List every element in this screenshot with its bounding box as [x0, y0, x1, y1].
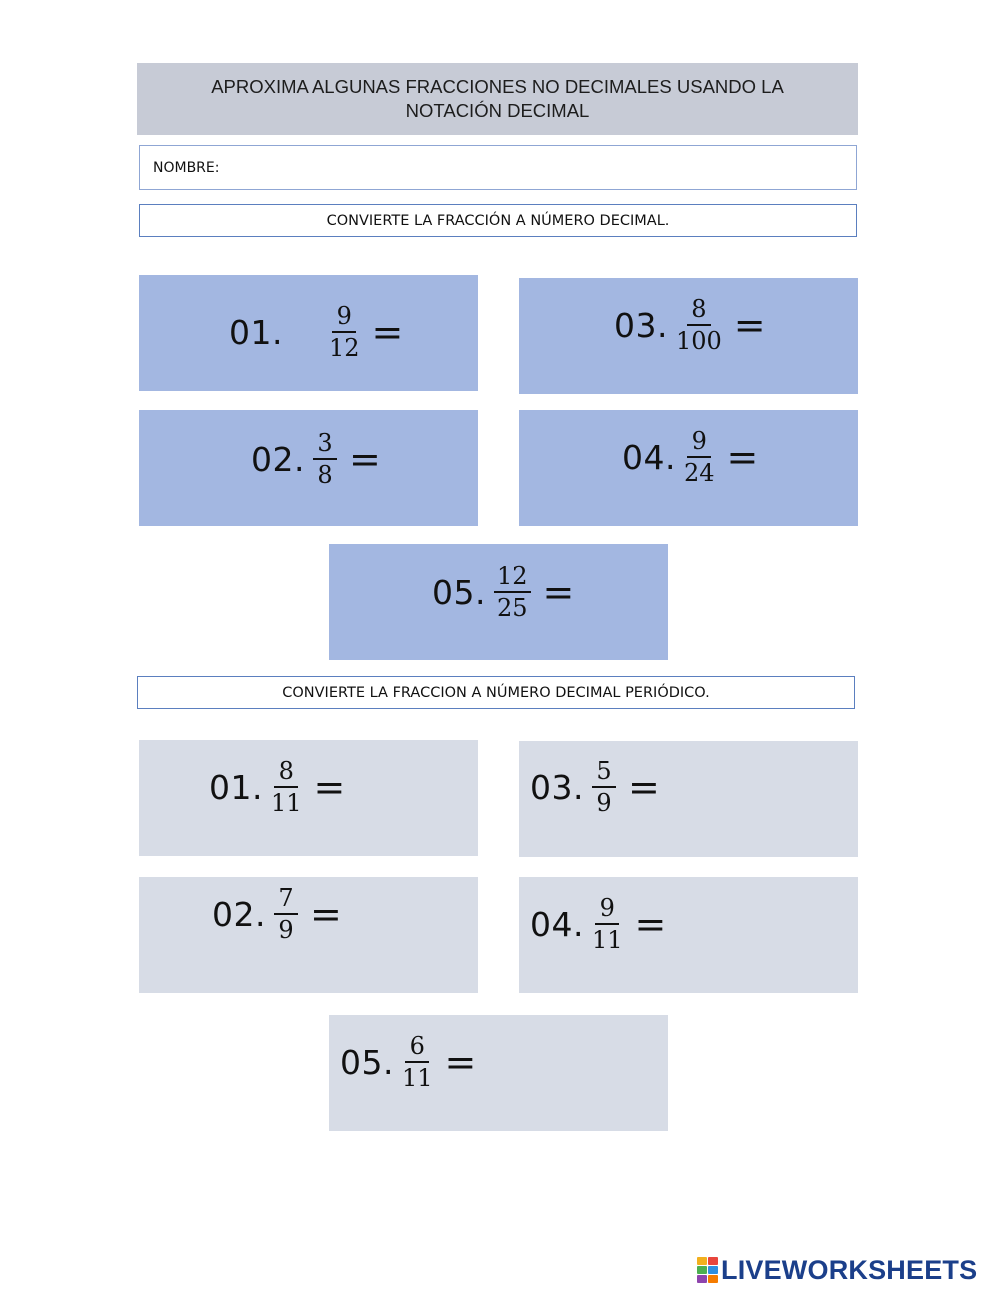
section1-instruction: CONVIERTE LA FRACCIÓN A NÚMERO DECIMAL.: [326, 212, 670, 229]
fraction-expression: [340, 1033, 476, 1091]
denominator: 12: [328, 334, 360, 362]
item-number: 03.: [530, 767, 584, 807]
item-number: 05.: [340, 1042, 394, 1082]
numerator: 9: [687, 428, 711, 458]
worksheet-title: APROXIMA ALGUNAS FRACCIONES NO DECIMALES USANDO LA NOTACIÓN DECIMAL: [211, 76, 784, 121]
numerator: 8: [274, 758, 298, 788]
section1-card-03: [519, 278, 858, 394]
denominator: 11: [591, 926, 623, 954]
denominator: 25: [496, 594, 528, 622]
fraction: [494, 563, 531, 621]
numerator: 8: [687, 296, 711, 326]
item-number: 02.: [212, 894, 266, 934]
denominator: 8: [317, 461, 333, 489]
numerator: 9: [595, 895, 619, 925]
section1-card-02: [139, 410, 478, 526]
equals-sign: =: [371, 310, 404, 354]
section2-card-04: [519, 877, 858, 993]
fraction-expression: [229, 303, 403, 361]
numerator: 5: [592, 758, 616, 788]
item-number: 03.: [614, 305, 668, 345]
numerator: 7: [274, 885, 298, 915]
fraction-expression: [251, 430, 381, 488]
fraction: [592, 895, 623, 953]
fraction-expression: [614, 296, 766, 354]
logo-text: LIVEWORKSHEETS: [721, 1254, 978, 1285]
name-field[interactable]: [139, 145, 857, 190]
equals-sign: =: [309, 892, 342, 936]
item-number: 04.: [622, 437, 676, 477]
section1-instruction-box: [139, 204, 857, 237]
numerator: 3: [313, 430, 337, 460]
fraction: [271, 758, 302, 816]
equals-sign: =: [726, 435, 759, 479]
section2-card-05: [329, 1015, 668, 1131]
fraction-expression: [209, 758, 345, 816]
equals-sign: =: [444, 1040, 477, 1084]
denominator: 100: [675, 327, 722, 355]
equals-sign: =: [348, 437, 381, 481]
item-number: 01.: [229, 312, 283, 352]
fraction: [684, 428, 715, 486]
denominator: 9: [596, 789, 612, 817]
denominator: 11: [270, 789, 302, 817]
fraction: [676, 296, 722, 354]
fraction: [313, 430, 337, 488]
section1-card-05: [329, 544, 668, 660]
section2-instruction: CONVIERTE LA FRACCION A NÚMERO DECIMAL PERIÓDICO.: [282, 684, 710, 701]
equals-sign: =: [627, 765, 660, 809]
section2-card-03: [519, 741, 858, 857]
item-number: 02.: [251, 439, 305, 479]
fraction-expression: [432, 563, 574, 621]
fraction: [329, 303, 360, 361]
fraction-expression: [530, 895, 666, 953]
worksheet-title-box: [137, 63, 858, 135]
liveworksheets-logo-icon: [697, 1257, 718, 1283]
numerator: 9: [332, 303, 356, 333]
fraction-expression: [530, 758, 660, 816]
item-number: 04.: [530, 904, 584, 944]
equals-sign: =: [542, 570, 575, 614]
numerator: 12: [494, 563, 531, 593]
section2-card-02: [139, 877, 478, 993]
fraction: [274, 885, 298, 943]
item-number: 05.: [432, 572, 486, 612]
fraction: [592, 758, 616, 816]
fraction: [402, 1033, 433, 1091]
denominator: 24: [683, 459, 715, 487]
section1-card-01: [139, 275, 478, 391]
equals-sign: =: [733, 303, 766, 347]
section1-card-04: [519, 410, 858, 526]
numerator: 6: [405, 1033, 429, 1063]
equals-sign: =: [634, 902, 667, 946]
equals-sign: =: [313, 765, 346, 809]
item-number: 01.: [209, 767, 263, 807]
fraction-expression: [622, 428, 758, 486]
fraction-expression: [212, 885, 342, 943]
name-label: NOMBRE:: [153, 159, 220, 176]
liveworksheets-logo: [697, 1255, 977, 1285]
denominator: 11: [401, 1064, 433, 1092]
denominator: 9: [278, 916, 294, 944]
section2-card-01: [139, 740, 478, 856]
section2-instruction-box: [137, 676, 855, 709]
